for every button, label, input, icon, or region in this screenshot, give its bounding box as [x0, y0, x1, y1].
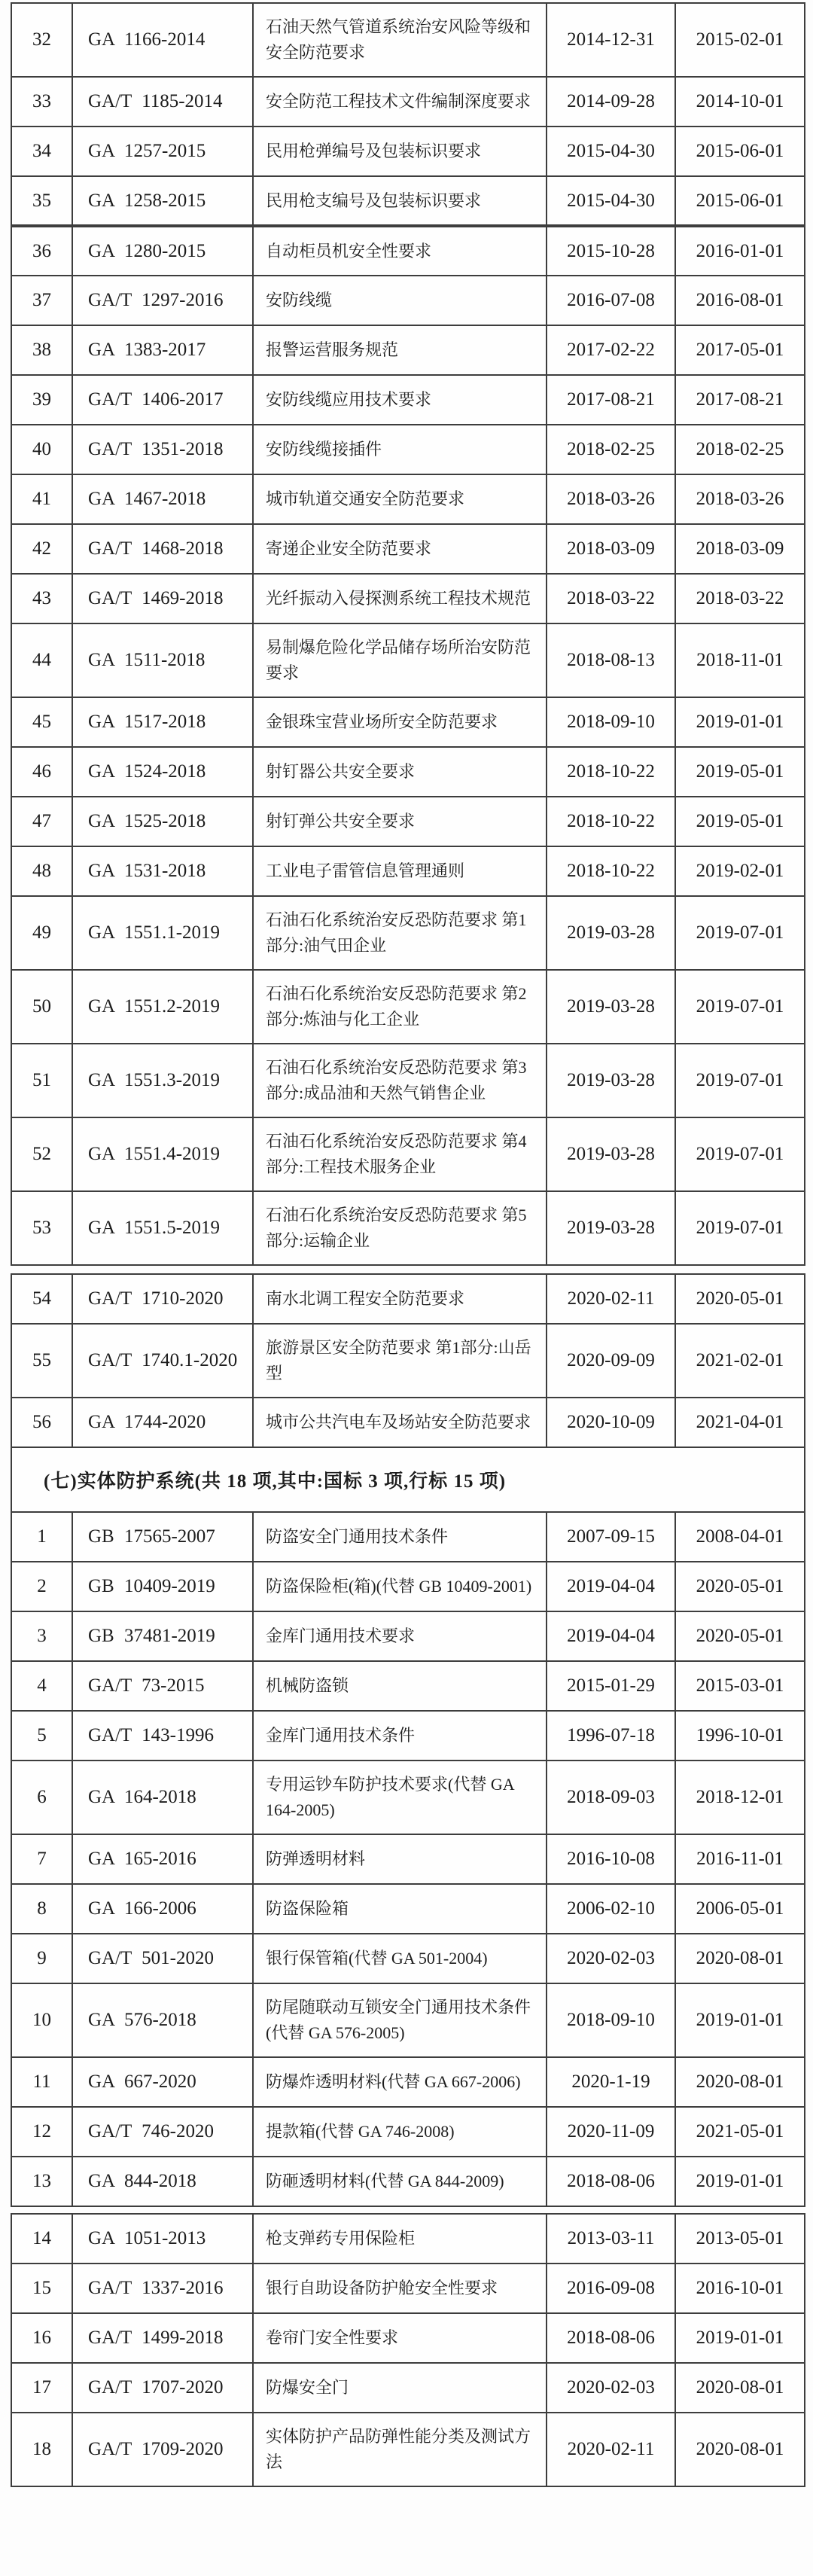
- row-number-cell: 7: [11, 1834, 72, 1884]
- issue-date-cell: 2019-03-28: [547, 1191, 675, 1265]
- standard-name-cell: 枪支弹药专用保险柜: [253, 2214, 547, 2264]
- row-number-cell: 44: [11, 623, 72, 697]
- table-row: [11, 425, 805, 474]
- row-number-cell: 37: [11, 276, 72, 325]
- standard-code-cell: GB 17565-2007: [72, 1512, 253, 1562]
- standard-name-cell: 防爆安全门: [253, 2363, 547, 2413]
- standard-name-cell: 防盗保险箱: [253, 1884, 547, 1934]
- table-row: [11, 127, 805, 176]
- implement-date-cell: 2019-02-01: [675, 846, 805, 896]
- standard-code-cell: GA/T 1499-2018: [72, 2313, 253, 2363]
- standard-name-cell: 民用枪弹编号及包装标识要求: [253, 127, 547, 176]
- issue-date-cell: 2014-12-31: [547, 3, 675, 77]
- row-number-cell: 48: [11, 846, 72, 896]
- table-row: [11, 524, 805, 574]
- table-row: [11, 77, 805, 127]
- standard-name-cell: 寄递企业安全防范要求: [253, 524, 547, 574]
- row-number-cell: 8: [11, 1884, 72, 1934]
- issue-date-cell: 2018-10-22: [547, 846, 675, 896]
- standard-code-cell: GA 166-2006: [72, 1884, 253, 1934]
- row-number-cell: 14: [11, 2214, 72, 2264]
- issue-date-cell: 2019-03-28: [547, 970, 675, 1044]
- row-number-cell: 50: [11, 970, 72, 1044]
- standard-name-cell: 银行保管箱(代替 GA 501-2004): [253, 1934, 547, 1983]
- standard-code-cell: GA 1551.3-2019: [72, 1044, 253, 1117]
- implement-date-cell: 2008-04-01: [675, 1512, 805, 1562]
- table-row: [11, 3, 805, 77]
- row-number-cell: 55: [11, 1324, 72, 1398]
- issue-date-cell: 2019-04-04: [547, 1562, 675, 1611]
- row-number-cell: 52: [11, 1117, 72, 1191]
- issue-date-cell: 2018-10-22: [547, 797, 675, 846]
- row-number-cell: 2: [11, 1562, 72, 1611]
- standard-code-cell: GA 1511-2018: [72, 623, 253, 697]
- table-row: [11, 1117, 805, 1191]
- table-row: [11, 1398, 805, 1447]
- standard-code-cell: GB 10409-2019: [72, 1562, 253, 1611]
- standard-code-cell: GA 1551.1-2019: [72, 896, 253, 970]
- issue-date-cell: 2018-08-06: [547, 2157, 675, 2206]
- issue-date-cell: 2018-09-10: [547, 1983, 675, 2057]
- issue-date-cell: 2018-02-25: [547, 425, 675, 474]
- standard-name-cell: 工业电子雷管信息管理通则: [253, 846, 547, 896]
- implement-date-cell: 2018-02-25: [675, 425, 805, 474]
- standard-code-cell: GA/T 1185-2014: [72, 77, 253, 127]
- table-row: [11, 1324, 805, 1398]
- table-row: [11, 2413, 805, 2486]
- standard-name-cell: 安防线缆接插件: [253, 425, 547, 474]
- issue-date-cell: 2017-02-22: [547, 325, 675, 375]
- table-row: [11, 2057, 805, 2107]
- table-row: [11, 797, 805, 846]
- standard-name-cell: 提款箱(代替 GA 746-2008): [253, 2107, 547, 2157]
- issue-date-cell: 2019-04-04: [547, 1611, 675, 1661]
- issue-date-cell: 2013-03-11: [547, 2214, 675, 2264]
- table-row: [11, 623, 805, 697]
- issue-date-cell: 2018-03-22: [547, 574, 675, 623]
- row-number-cell: 13: [11, 2157, 72, 2206]
- issue-date-cell: 2018-09-10: [547, 697, 675, 747]
- standard-name-cell: 防砸透明材料(代替 GA 844-2009): [253, 2157, 547, 2206]
- implement-date-cell: 2019-07-01: [675, 970, 805, 1044]
- standard-name-cell: 石油石化系统治安反恐防范要求 第3部分:成品油和天然气销售企业: [253, 1044, 547, 1117]
- standard-code-cell: GA 1744-2020: [72, 1398, 253, 1447]
- issue-date-cell: 2018-03-09: [547, 524, 675, 574]
- table-row: [11, 1711, 805, 1761]
- standard-name-cell: 防弹透明材料: [253, 1834, 547, 1884]
- standard-name-cell: 南水北调工程安全防范要求: [253, 1274, 547, 1324]
- issue-date-cell: 2017-08-21: [547, 375, 675, 425]
- issue-date-cell: 2015-04-30: [547, 176, 675, 226]
- issue-date-cell: 2018-10-22: [547, 747, 675, 797]
- implement-date-cell: 2020-05-01: [675, 1611, 805, 1661]
- standards-table: [11, 2, 813, 2487]
- standard-name-cell: 防盗安全门通用技术条件: [253, 1512, 547, 1562]
- standard-code-cell: GA 1551.5-2019: [72, 1191, 253, 1265]
- implement-date-cell: 2017-05-01: [675, 325, 805, 375]
- standard-code-cell: GA 1051-2013: [72, 2214, 253, 2264]
- standard-name-cell: 金库门通用技术要求: [253, 1611, 547, 1661]
- standard-name-cell: 卷帘门安全性要求: [253, 2313, 547, 2363]
- standard-code-cell: GA/T 1469-2018: [72, 574, 253, 623]
- standard-name-cell: 安防线缆应用技术要求: [253, 375, 547, 425]
- section-heading: (七)实体防护系统(共 18 项,其中:国标 3 项,行标 15 项): [11, 1448, 805, 1511]
- table-row: [11, 574, 805, 623]
- standard-code-cell: GA/T 1709-2020: [72, 2413, 253, 2486]
- implement-date-cell: 2020-08-01: [675, 2363, 805, 2413]
- table-row: [11, 896, 805, 970]
- standard-code-cell: GB 37481-2019: [72, 1611, 253, 1661]
- implement-date-cell: 2019-07-01: [675, 1117, 805, 1191]
- implement-date-cell: 2020-08-01: [675, 1934, 805, 1983]
- issue-date-cell: 2018-09-03: [547, 1761, 675, 1834]
- standard-code-cell: GA 576-2018: [72, 1983, 253, 2057]
- implement-date-cell: 2021-04-01: [675, 1398, 805, 1447]
- row-number-cell: 56: [11, 1398, 72, 1447]
- table-row: [11, 1934, 805, 1983]
- table-row: [11, 747, 805, 797]
- row-number-cell: 15: [11, 2264, 72, 2313]
- issue-date-cell: 2020-02-03: [547, 2363, 675, 2413]
- implement-date-cell: 2019-07-01: [675, 1044, 805, 1117]
- standard-name-cell: 石油石化系统治安反恐防范要求 第1部分:油气田企业: [253, 896, 547, 970]
- standard-name-cell: 金银珠宝营业场所安全防范要求: [253, 697, 547, 747]
- standard-name-cell: 石油石化系统治安反恐防范要求 第4部分:工程技术服务企业: [253, 1117, 547, 1191]
- implement-date-cell: 1996-10-01: [675, 1711, 805, 1761]
- implement-date-cell: 2019-05-01: [675, 797, 805, 846]
- issue-date-cell: 2006-02-10: [547, 1884, 675, 1934]
- row-number-cell: 45: [11, 697, 72, 747]
- standard-name-cell: 射钉器公共安全要求: [253, 747, 547, 797]
- implement-date-cell: 2016-01-01: [675, 226, 805, 276]
- standard-code-cell: GA 1280-2015: [72, 226, 253, 276]
- implement-date-cell: 2018-11-01: [675, 623, 805, 697]
- table-row: [11, 1611, 805, 1661]
- row-number-cell: 32: [11, 3, 72, 77]
- row-number-cell: 47: [11, 797, 72, 846]
- standard-code-cell: GA/T 1297-2016: [72, 276, 253, 325]
- implement-date-cell: 2019-05-01: [675, 747, 805, 797]
- implement-date-cell: 2006-05-01: [675, 1884, 805, 1934]
- issue-date-cell: 2018-03-26: [547, 474, 675, 524]
- implement-date-cell: 2018-03-09: [675, 524, 805, 574]
- issue-date-cell: 2020-02-11: [547, 2413, 675, 2486]
- standard-code-cell: GA 1551.4-2019: [72, 1117, 253, 1191]
- row-number-cell: 16: [11, 2313, 72, 2363]
- standard-name-cell: 实体防护产品防弹性能分类及测试方法: [253, 2413, 547, 2486]
- row-number-cell: 4: [11, 1661, 72, 1711]
- standard-code-cell: GA/T 746-2020: [72, 2107, 253, 2157]
- standard-name-cell: 射钉弹公共安全要求: [253, 797, 547, 846]
- implement-date-cell: 2016-10-01: [675, 2264, 805, 2313]
- standard-code-cell: GA 1551.2-2019: [72, 970, 253, 1044]
- table-row: [11, 1884, 805, 1934]
- issue-date-cell: 2018-08-13: [547, 623, 675, 697]
- issue-date-cell: 2016-07-08: [547, 276, 675, 325]
- standards-table-section: [11, 1511, 805, 2207]
- row-number-cell: 18: [11, 2413, 72, 2486]
- row-number-cell: 43: [11, 574, 72, 623]
- table-row: [11, 226, 805, 276]
- implement-date-cell: 2016-11-01: [675, 1834, 805, 1884]
- standard-code-cell: GA/T 1710-2020: [72, 1274, 253, 1324]
- table-row: [11, 176, 805, 226]
- issue-date-cell: 2019-03-28: [547, 1117, 675, 1191]
- implement-date-cell: 2018-03-22: [675, 574, 805, 623]
- row-number-cell: 42: [11, 524, 72, 574]
- row-number-cell: 35: [11, 176, 72, 226]
- standard-code-cell: GA/T 1740.1-2020: [72, 1324, 253, 1398]
- standard-code-cell: GA 1525-2018: [72, 797, 253, 846]
- standard-code-cell: GA 165-2016: [72, 1834, 253, 1884]
- implement-date-cell: 2019-07-01: [675, 896, 805, 970]
- standard-code-cell: GA 164-2018: [72, 1761, 253, 1834]
- standard-code-cell: GA/T 1337-2016: [72, 2264, 253, 2313]
- table-row: [11, 325, 805, 375]
- row-number-cell: 41: [11, 474, 72, 524]
- table-row: [11, 1834, 805, 1884]
- standards-table-section: [11, 1273, 805, 1448]
- table-row: [11, 697, 805, 747]
- issue-date-cell: 2014-09-28: [547, 77, 675, 127]
- standard-name-cell: 石油石化系统治安反恐防范要求 第5部分:运输企业: [253, 1191, 547, 1265]
- implement-date-cell: 2013-05-01: [675, 2214, 805, 2264]
- standard-name-cell: 民用枪支编号及包装标识要求: [253, 176, 547, 226]
- implement-date-cell: 2018-03-26: [675, 474, 805, 524]
- row-number-cell: 36: [11, 226, 72, 276]
- table-row: [11, 2157, 805, 2206]
- issue-date-cell: 2015-10-28: [547, 226, 675, 276]
- standard-code-cell: GA 1257-2015: [72, 127, 253, 176]
- issue-date-cell: 2020-02-03: [547, 1934, 675, 1983]
- table-row: [11, 846, 805, 896]
- table-row: [11, 1661, 805, 1711]
- row-number-cell: 46: [11, 747, 72, 797]
- standard-name-cell: 金库门通用技术条件: [253, 1711, 547, 1761]
- standard-name-cell: 防尾随联动互锁安全门通用技术条件(代替 GA 576-2005): [253, 1983, 547, 2057]
- standard-code-cell: GA 1467-2018: [72, 474, 253, 524]
- table-row: [11, 1044, 805, 1117]
- implement-date-cell: 2015-06-01: [675, 176, 805, 226]
- issue-date-cell: 2016-09-08: [547, 2264, 675, 2313]
- issue-date-cell: 1996-07-18: [547, 1711, 675, 1761]
- issue-date-cell: 2020-11-09: [547, 2107, 675, 2157]
- implement-date-cell: 2020-08-01: [675, 2057, 805, 2107]
- table-row: [11, 970, 805, 1044]
- standard-name-cell: 银行自助设备防护舱安全性要求: [253, 2264, 547, 2313]
- implement-date-cell: 2015-02-01: [675, 3, 805, 77]
- implement-date-cell: 2014-10-01: [675, 77, 805, 127]
- table-row: [11, 375, 805, 425]
- standard-name-cell: 自动柜员机安全性要求: [253, 226, 547, 276]
- standard-code-cell: GA/T 1468-2018: [72, 524, 253, 574]
- implement-date-cell: 2019-01-01: [675, 2157, 805, 2206]
- table-row: [11, 474, 805, 524]
- row-number-cell: 34: [11, 127, 72, 176]
- issue-date-cell: 2020-10-09: [547, 1398, 675, 1447]
- implement-date-cell: 2021-02-01: [675, 1324, 805, 1398]
- row-number-cell: 53: [11, 1191, 72, 1265]
- standard-name-cell: 安全防范工程技术文件编制深度要求: [253, 77, 547, 127]
- standard-name-cell: 石油天然气管道系统治安风险等级和安全防范要求: [253, 3, 547, 77]
- issue-date-cell: 2020-09-09: [547, 1324, 675, 1398]
- standard-name-cell: 专用运钞车防护技术要求(代替 GA 164-2005): [253, 1761, 547, 1834]
- standard-code-cell: GA 667-2020: [72, 2057, 253, 2107]
- row-number-cell: 1: [11, 1512, 72, 1562]
- implement-date-cell: 2015-03-01: [675, 1661, 805, 1711]
- standard-code-cell: GA 1258-2015: [72, 176, 253, 226]
- implement-date-cell: 2018-12-01: [675, 1761, 805, 1834]
- table-row: [11, 1761, 805, 1834]
- table-row: [11, 2264, 805, 2313]
- standard-code-cell: GA/T 1406-2017: [72, 375, 253, 425]
- table-row: [11, 2214, 805, 2264]
- row-number-cell: 38: [11, 325, 72, 375]
- table-row: [11, 2313, 805, 2363]
- implement-date-cell: 2016-08-01: [675, 276, 805, 325]
- implement-date-cell: 2019-07-01: [675, 1191, 805, 1265]
- standard-code-cell: GA 1524-2018: [72, 747, 253, 797]
- standard-code-cell: GA 1531-2018: [72, 846, 253, 896]
- row-number-cell: 49: [11, 896, 72, 970]
- standard-code-cell: GA 1517-2018: [72, 697, 253, 747]
- row-number-cell: 3: [11, 1611, 72, 1661]
- row-number-cell: 6: [11, 1761, 72, 1834]
- standard-name-cell: 城市公共汽电车及场站安全防范要求: [253, 1398, 547, 1447]
- implement-date-cell: 2020-08-01: [675, 2413, 805, 2486]
- row-number-cell: 11: [11, 2057, 72, 2107]
- issue-date-cell: 2020-1-19: [547, 2057, 675, 2107]
- row-number-cell: 40: [11, 425, 72, 474]
- standard-code-cell: GA 1383-2017: [72, 325, 253, 375]
- standard-code-cell: GA/T 501-2020: [72, 1934, 253, 1983]
- table-row: [11, 1983, 805, 2057]
- table-row: [11, 1512, 805, 1562]
- standards-table-section: [11, 2213, 805, 2487]
- table-row: [11, 2107, 805, 2157]
- table-row: [11, 1274, 805, 1324]
- row-number-cell: 9: [11, 1934, 72, 1983]
- standard-name-cell: 安防线缆: [253, 276, 547, 325]
- table-row: [11, 1562, 805, 1611]
- standard-name-cell: 光纤振动入侵探测系统工程技术规范: [253, 574, 547, 623]
- row-number-cell: 10: [11, 1983, 72, 2057]
- standard-name-cell: 石油石化系统治安反恐防范要求 第2部分:炼油与化工企业: [253, 970, 547, 1044]
- issue-date-cell: 2018-08-06: [547, 2313, 675, 2363]
- standard-code-cell: GA/T 1707-2020: [72, 2363, 253, 2413]
- implement-date-cell: 2020-05-01: [675, 1274, 805, 1324]
- standard-name-cell: 防盗保险柜(箱)(代替 GB 10409-2001): [253, 1562, 547, 1611]
- issue-date-cell: 2019-03-28: [547, 1044, 675, 1117]
- row-number-cell: 12: [11, 2107, 72, 2157]
- standard-code-cell: GA/T 73-2015: [72, 1661, 253, 1711]
- implement-date-cell: 2017-08-21: [675, 375, 805, 425]
- row-number-cell: 33: [11, 77, 72, 127]
- standard-name-cell: 机械防盗锁: [253, 1661, 547, 1711]
- implement-date-cell: 2019-01-01: [675, 2313, 805, 2363]
- implement-date-cell: 2019-01-01: [675, 697, 805, 747]
- issue-date-cell: 2016-10-08: [547, 1834, 675, 1884]
- table-row: [11, 1191, 805, 1265]
- issue-date-cell: 2015-04-30: [547, 127, 675, 176]
- standard-code-cell: GA 844-2018: [72, 2157, 253, 2206]
- implement-date-cell: 2020-05-01: [675, 1562, 805, 1611]
- table-row: [11, 2363, 805, 2413]
- standard-name-cell: 报警运营服务规范: [253, 325, 547, 375]
- issue-date-cell: 2020-02-11: [547, 1274, 675, 1324]
- standards-table-section: [11, 2, 805, 1266]
- issue-date-cell: 2007-09-15: [547, 1512, 675, 1562]
- row-number-cell: 51: [11, 1044, 72, 1117]
- row-number-cell: 17: [11, 2363, 72, 2413]
- standard-code-cell: GA/T 143-1996: [72, 1711, 253, 1761]
- table-row: [11, 276, 805, 325]
- implement-date-cell: 2019-01-01: [675, 1983, 805, 2057]
- issue-date-cell: 2015-01-29: [547, 1661, 675, 1711]
- row-number-cell: 39: [11, 375, 72, 425]
- standard-name-cell: 城市轨道交通安全防范要求: [253, 474, 547, 524]
- standard-code-cell: GA/T 1351-2018: [72, 425, 253, 474]
- issue-date-cell: 2019-03-28: [547, 896, 675, 970]
- standard-name-cell: 防爆炸透明材料(代替 GA 667-2006): [253, 2057, 547, 2107]
- row-number-cell: 54: [11, 1274, 72, 1324]
- standard-name-cell: 易制爆危险化学品储存场所治安防范要求: [253, 623, 547, 697]
- implement-date-cell: 2015-06-01: [675, 127, 805, 176]
- implement-date-cell: 2021-05-01: [675, 2107, 805, 2157]
- standard-code-cell: GA 1166-2014: [72, 3, 253, 77]
- standard-name-cell: 旅游景区安全防范要求 第1部分:山岳型: [253, 1324, 547, 1398]
- row-number-cell: 5: [11, 1711, 72, 1761]
